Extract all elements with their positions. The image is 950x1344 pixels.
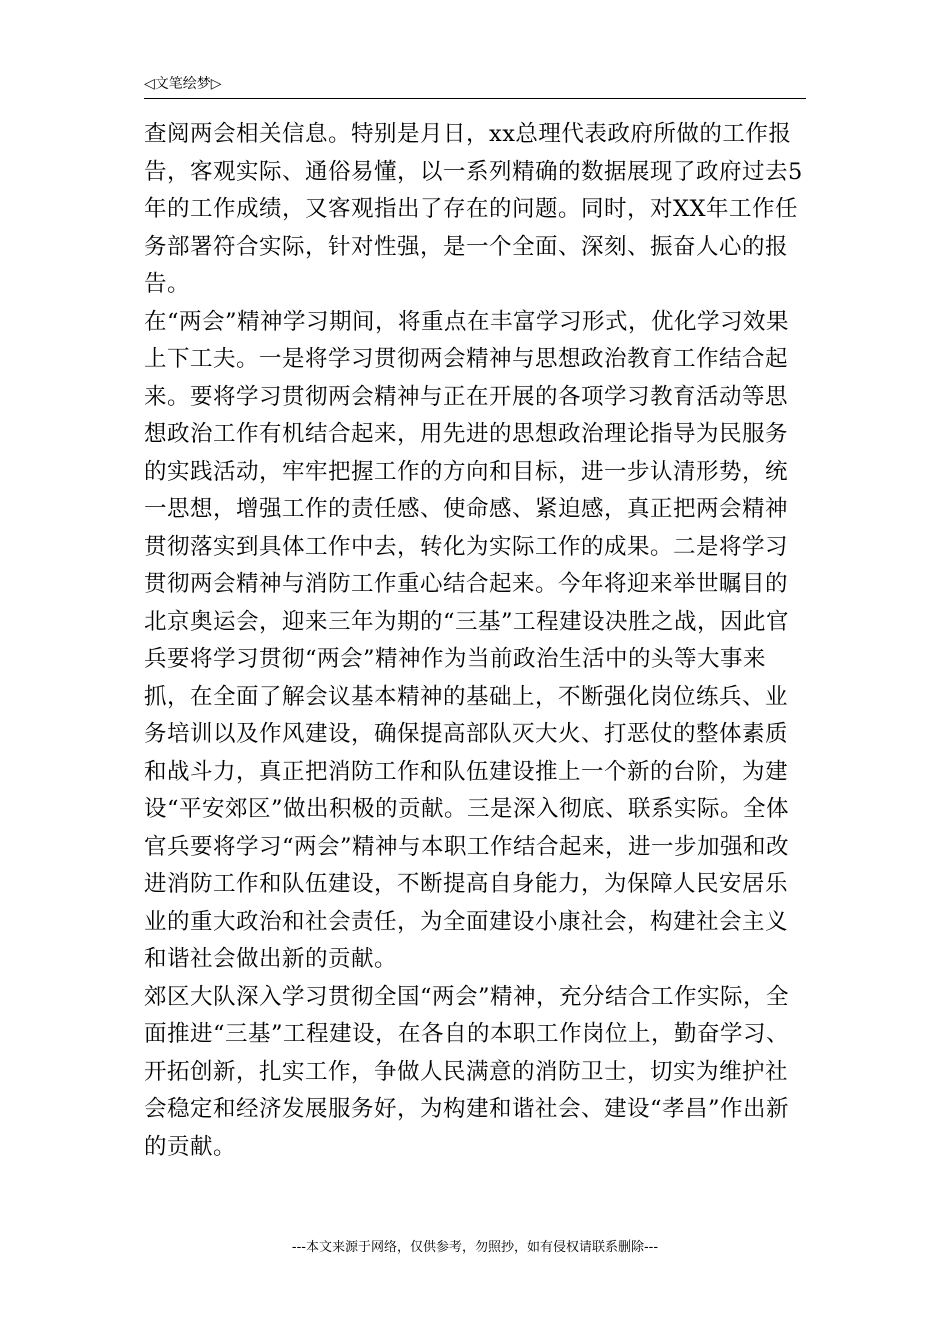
paragraph: 在“两会”精神学习期间，将重点在丰富学习形式，优化学习效果上下工夫。一是将学习贯彻两会精神与思想政治教育工作结合起来。要将学习贯彻两会精神与正在开展的各项学习教育活动等思想政治工作有机结合起来，用先进的思想政治理论指导为民服务的实践活动，牢牢把握工作的方向和目标，进一步认清形势，统一思想，增强工作的责任感、使命感、紧迫感，真正把两会精神贯彻落实到具体工作中去，转化为实际工作的成果。二是将学习贯彻两会精神与消防工作重心结合起来。今年将迎来举世瞩目的北京奥运会，迎来三年为期的“三基”工程建设决胜之战，因此官兵要将学习贯彻“两会”精神作为当前政治生活中的头等大事来抓，在全面了解会议基本精神的基础上，不断强化岗位练兵、业务培训以及作风建设，确保提高部队灭大火、打恶仗的整体素质和战斗力，真正把消防工作和队伍建设推上一个新的台阶，为建设“平安郊区”做出积极的贡献。三是深入彻底、联系实际。全体官兵要将学习“两会”精神与本职工作结合起来，进一步加强和改进消防工作和队伍建设，不断提高自身能力，为保障人民安居乐业的重大政治和社会责任，为全面建设小康社会，构建社会主义和谐社会做出新的贡献。 xyxy=(144,308,790,972)
page-footer-disclaimer: ---本文来源于网络，仅供参考，勿照抄，如有侵权请联系删除--- xyxy=(291,1240,659,1255)
paragraph: 郊区大队深入学习贯彻全国“两会”精神，充分结合工作实际，全面推进“三基”工程建设，在各自的本职工作岗位上，勤奋学习、开拓创新，扎实工作，争做人民满意的消防卫士，切实为维护社会稳定和经济发展服务好，为构建和谐社会、建设“孝昌”作出新的贡献。 xyxy=(144,983,790,1160)
header-logo-text: ◁文笔绘梦▷ xyxy=(144,76,222,92)
paragraph: 查阅两会相关信息。特别是月日，xx总理代表政府所做的工作报告，客观实际、通俗易懂，以一系列精确的数据展现了政府过去5年的工作成绩，又客观指出了存在的问题。同时，对XX年工作任务部署符合实际，针对性强，是一个全面、深刻、振奋人心的报告。 xyxy=(144,121,803,297)
page-header xyxy=(144,74,806,99)
document-body xyxy=(144,116,804,1166)
